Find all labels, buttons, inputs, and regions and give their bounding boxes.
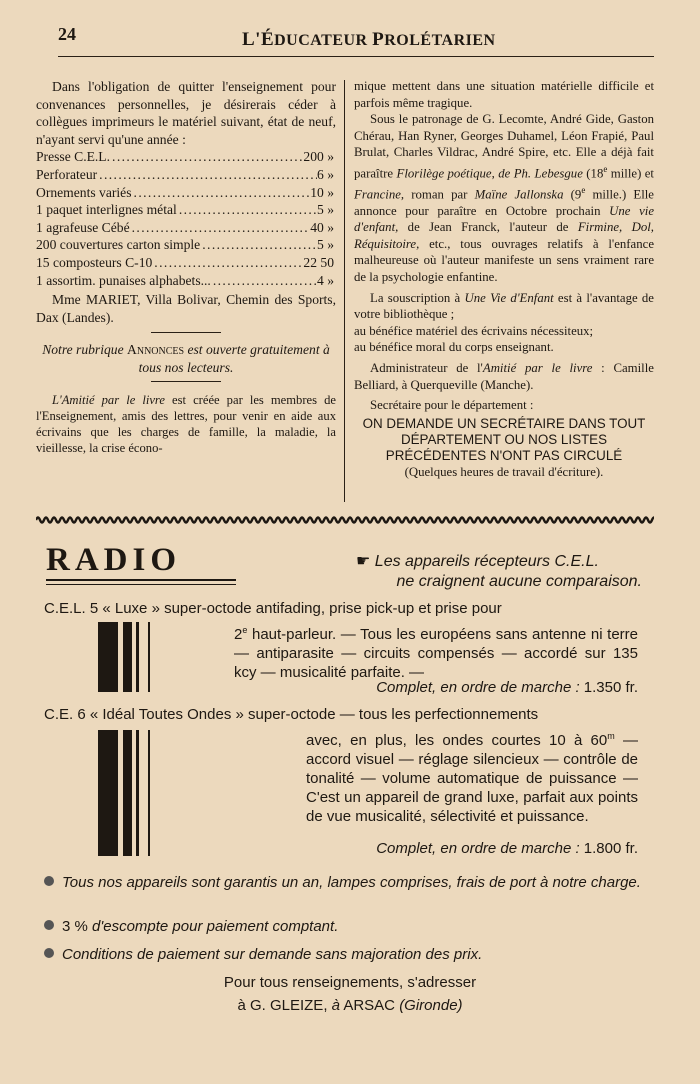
left-column xyxy=(36,78,336,456)
seller-contact: Mme MARIET, Villa Bolivar, Chemin des Sports, Dax (Landes). xyxy=(36,292,336,325)
column-rule xyxy=(344,80,345,502)
discount-bullet: 3 % d'escompte pour paiement comptant. xyxy=(44,917,644,936)
wave-divider xyxy=(36,514,654,526)
sale-item: 1 assortim. punaises alphabets... . . . 4 » xyxy=(36,272,336,290)
bullet-icon xyxy=(44,876,54,886)
sale-item: 1 paquet interlignes métal . . . 5 » xyxy=(36,201,336,219)
benefit-1: au bénéfice matériel des écrivains nécessiteux; xyxy=(354,323,594,338)
amitie-continued: mique mettent dans une situation matérielle difficile et parfois même tragique. xyxy=(354,79,654,110)
benefit-2: au bénéfice moral du corps enseignant. xyxy=(354,340,554,355)
radio-slogan: ☛ Les appareils récepteurs C.E.L. ne craignent aucune comparaison. xyxy=(356,553,642,590)
logo-underline xyxy=(46,579,236,581)
ad1-price: Complet, en ordre de marche : 1.350 fr. xyxy=(376,679,638,696)
secretary-note: (Quelques heures de travail d'écriture). xyxy=(404,464,604,479)
contact-line-2: à G. GLEIZE, à ARSAC (Gironde) xyxy=(237,997,463,1014)
sale-intro: Dans l'obligation de quitter l'enseignement pour convenances personnelles, je désirerais céder à collègues imprimeurs le matériel suivant, état de neuf, n'ayant servi qu'une année : xyxy=(36,79,336,147)
divider xyxy=(151,381,221,382)
divider xyxy=(151,332,221,333)
subscription: La souscription à Une Vie d'Enfant est à l'avantage de votre bibliothèque ; xyxy=(354,290,654,322)
sale-item: Perforateur . . . 6 » xyxy=(36,166,336,184)
amitie-intro: L'Amitié par le livre est créée par les membres de l'Enseignement, amis des lettres, pour venir en aide aux écrivains que les charges de famille, la maladie, la vieillesse, la crise écono- xyxy=(36,392,336,456)
contact-line-1: Pour tous renseignements, s'adresser xyxy=(223,974,477,991)
header-rule xyxy=(58,56,654,57)
decor-bar xyxy=(123,622,132,692)
pointing-hand-icon: ☛ xyxy=(356,553,371,570)
decor-bar xyxy=(98,622,118,692)
journal-title: L'ÉDUCATEUR PROLÉTARIEN xyxy=(242,29,496,50)
ad1-body: 2e haut-parleur. — Tous les européens sans antenne ni terre — antiparasite — circuits compensés — accordé sur 135 kcy — musicalité parfaite. — xyxy=(234,625,638,681)
sale-item: 1 agrafeuse Cébé . . . 40 » xyxy=(36,219,336,237)
ads-notice: Notre rubrique Annonces est ouverte gratuitement à tous nos lecteurs. xyxy=(42,342,330,375)
logo-underline xyxy=(46,584,236,585)
sale-item: 15 composteurs C-10 . . . 22 50 xyxy=(36,254,336,272)
decor-bar xyxy=(123,730,132,856)
ad2-body: avec, en plus, les ondes courtes 10 à 60$^m$ — accord visuel — réglage silencieux — contrôle de tonalité — volume automatique de puissance — C'est un appareil de grand luxe, parfait aux points de vue musicalité, sélectivité et puissance. xyxy=(306,731,638,825)
sale-item: 200 couvertures carton simple . . . 5 » xyxy=(36,236,336,254)
ad1-title: C.E.L. 5 « Luxe » super-octode antifading, prise pick-up et prise pour xyxy=(44,600,502,617)
bullet-icon xyxy=(44,920,54,930)
administrator: Administrateur de l'Amitié par le livre : Camille Belliard, à Querqueville (Manche). xyxy=(354,361,654,392)
sale-item: Ornements variés . . . 10 » xyxy=(36,184,336,202)
secretary-request: ON DEMANDE UN SECRÉTAIRE DANS TOUT DÉPARTEMENT OU NOS LISTES PRÉCÉDENTES N'ONT PAS CIRCULÉ xyxy=(362,415,646,463)
ad2-price: Complet, en ordre de marche : 1.800 fr. xyxy=(376,840,638,857)
secretary-label: Secrétaire pour le département : xyxy=(370,398,534,413)
payment-bullet: Conditions de paiement sur demande sans majoration des prix. xyxy=(44,945,644,964)
amitie-patronage: Sous le patronage de G. Lecomte, André Gide, Gaston Chérau, Han Ryner, Georges Duhamel, Léon Frapié, Paul Brulat, Charles Vildrac, André Spire, etc. Elle a déjà fait paraître Florilège poétique, de Ph. Lebesgue (18e mille) et Francine, roman par Maïne Jallonska (9e mille.) Elle annonce pour paraître en Octobre prochain Une vie d'enfant, de Jean Franck, l'auteur de Firmine, Dol, Réquisitoire, etc., tous ouvrages relatifs à l'enfance malheureuse où l'auteur manifeste un sens vraiment rare de la psychologie enfantine. xyxy=(354,112,655,285)
decor-bar xyxy=(98,730,118,856)
sale-item: Presse C.E.L. . . . 200 » xyxy=(36,148,336,166)
decor-bar xyxy=(136,622,139,692)
right-column xyxy=(354,78,654,480)
decor-bar xyxy=(148,622,150,692)
decor-bar xyxy=(136,730,139,856)
radio-logo: RADIO xyxy=(46,542,182,578)
bullet-icon xyxy=(44,948,54,958)
page-number: 24 xyxy=(58,24,76,44)
sale-list xyxy=(36,148,336,289)
guarantee-bullet: Tous nos appareils sont garantis un an, lampes comprises, frais de port à notre charge. xyxy=(44,873,644,892)
decor-bar xyxy=(148,730,150,856)
ad2-title: C.E. 6 « Idéal Toutes Ondes » super-octode — tous les perfectionnements xyxy=(44,706,539,723)
